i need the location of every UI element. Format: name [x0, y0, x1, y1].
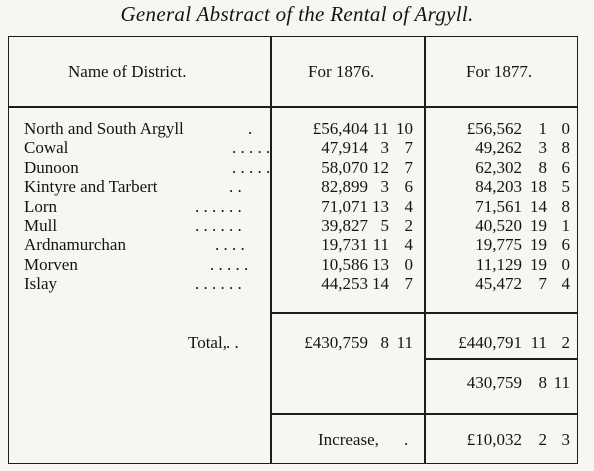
- leader-dots: . . . . .: [210, 254, 249, 274]
- leader-dots: . . . . .: [232, 138, 271, 158]
- increase-1877-pence: 3: [561, 430, 570, 449]
- district-name: Kintyre and Tarbert: [24, 177, 158, 197]
- total-1877-pounds: £440,791: [458, 333, 522, 352]
- district-name: Dunoon: [24, 157, 79, 177]
- increase-dots: .: [404, 430, 409, 449]
- amount-1877-pounds: 49,262: [475, 138, 522, 158]
- amount-1877-pence: 6: [561, 235, 570, 255]
- amount-1876-shillings: 11: [372, 119, 389, 138]
- subtract-1877-pence: 11: [553, 373, 570, 392]
- leader-dots: . .: [229, 177, 242, 197]
- increase-rule: [270, 413, 578, 415]
- amount-1877-pounds: 19,775: [475, 235, 522, 255]
- amount-1877-pounds: 84,203: [475, 177, 522, 197]
- leader-dots: . . . . . .: [195, 274, 242, 294]
- leader-dots: . . . . . .: [195, 216, 242, 235]
- column-divider-2: [424, 36, 426, 464]
- header-1876: For 1876.: [308, 62, 375, 81]
- amount-1877-pounds: 40,520: [475, 216, 522, 235]
- amount-1876-pounds: 19,731: [321, 235, 368, 255]
- total-1876-shillings: 8: [380, 333, 389, 352]
- total-1877-pence: 2: [561, 333, 570, 352]
- amount-1876-pence: 4: [404, 196, 413, 216]
- table-title: General Abstract of the Rental of Argyll.: [120, 2, 474, 26]
- amount-1876-shillings: 3: [380, 177, 389, 197]
- increase-label: Increase,: [318, 430, 379, 449]
- amount-1876-pounds: 71,071: [321, 196, 368, 216]
- amount-1876-pence: 0: [404, 254, 413, 274]
- amount-1876-pounds: 44,253: [321, 274, 368, 294]
- district-name: North and South Argyll: [24, 119, 184, 138]
- header-rule: [8, 106, 578, 108]
- district-name: Cowal: [24, 138, 69, 158]
- subtract-1877-pounds: 430,759: [466, 373, 522, 392]
- subtract-1877-shillings: 8: [538, 373, 547, 392]
- amount-1876-shillings: 3: [380, 138, 389, 158]
- amount-1877-shillings: 19: [530, 235, 547, 255]
- amount-1877-pence: 0: [561, 254, 570, 274]
- header-district: Name of District.: [68, 62, 187, 81]
- amount-1876-pence: 7: [404, 274, 413, 294]
- amount-1877-pence: 8: [561, 138, 570, 158]
- leader-dots: .: [248, 119, 253, 138]
- amount-1876-pence: 2: [404, 216, 413, 235]
- amount-1877-shillings: 1: [538, 119, 547, 138]
- amount-1876-shillings: 5: [380, 216, 389, 235]
- amount-1877-shillings: 19: [530, 216, 547, 235]
- amount-1876-pounds: £56,404: [312, 119, 368, 138]
- amount-1877-pence: 8: [561, 196, 570, 216]
- amount-1877-shillings: 18: [530, 177, 547, 197]
- column-divider-1: [270, 36, 272, 464]
- amount-1877-pounds: 45,472: [475, 274, 522, 294]
- amount-1876-pence: 4: [404, 235, 413, 255]
- amount-1876-shillings: 11: [372, 235, 389, 255]
- subtraction-rule: [424, 358, 578, 360]
- amount-1877-pence: 4: [561, 274, 570, 294]
- total-1876-pounds: £430,759: [304, 333, 368, 352]
- amount-1876-pence: 7: [404, 138, 413, 158]
- amount-1876-pounds: 10,586: [321, 254, 368, 274]
- amount-1876-pounds: 47,914: [321, 138, 368, 158]
- amount-1877-pence: 5: [561, 177, 570, 197]
- amount-1876-pounds: 82,899: [321, 177, 368, 197]
- amount-1876-shillings: 12: [372, 157, 389, 177]
- amount-1877-shillings: 8: [538, 157, 547, 177]
- amount-1877-shillings: 19: [530, 254, 547, 274]
- total-1877-shillings: 11: [530, 333, 547, 352]
- leader-dots: . . . . . .: [195, 196, 242, 216]
- amount-1877-pence: 1: [561, 216, 570, 235]
- total-label: Total,: [188, 333, 227, 352]
- district-name: Islay: [24, 274, 58, 294]
- amount-1876-shillings: 13: [372, 254, 389, 274]
- district-name: Mull: [24, 216, 58, 235]
- header-1877: For 1877.: [466, 62, 533, 81]
- amount-1876-pence: 10: [396, 119, 413, 138]
- amount-1876-pence: 6: [404, 177, 413, 197]
- total-1876-pence: 11: [396, 333, 413, 352]
- amount-1876-shillings: 14: [372, 274, 389, 294]
- subtotal-rule: [270, 312, 578, 314]
- district-name: Lorn: [24, 196, 58, 216]
- total-dots: . .: [226, 333, 239, 352]
- amount-1877-pounds: 62,302: [475, 157, 522, 177]
- amount-1877-pounds: 71,561: [475, 196, 522, 216]
- amount-1876-pounds: 39,827: [321, 216, 368, 235]
- amount-1877-shillings: 3: [538, 138, 547, 158]
- amount-1876-shillings: 13: [372, 196, 389, 216]
- leader-dots: . . . . .: [232, 157, 271, 177]
- amount-1876-pence: 7: [404, 157, 413, 177]
- amount-1877-pence: 6: [561, 157, 570, 177]
- amount-1877-pence: 0: [561, 119, 570, 138]
- amount-1877-pounds: £56,562: [466, 119, 522, 138]
- amount-1877-shillings: 7: [538, 274, 547, 294]
- district-name: Morven: [24, 254, 78, 274]
- district-name: Ardnamurchan: [24, 235, 126, 255]
- amount-1877-shillings: 14: [530, 196, 547, 216]
- amount-1876-pounds: 58,070: [321, 157, 368, 177]
- amount-1877-pounds: 11,129: [475, 254, 522, 274]
- increase-1877-pounds: £10,032: [466, 430, 522, 449]
- leader-dots: . . . .: [215, 235, 245, 255]
- increase-1877-shillings: 2: [538, 430, 547, 449]
